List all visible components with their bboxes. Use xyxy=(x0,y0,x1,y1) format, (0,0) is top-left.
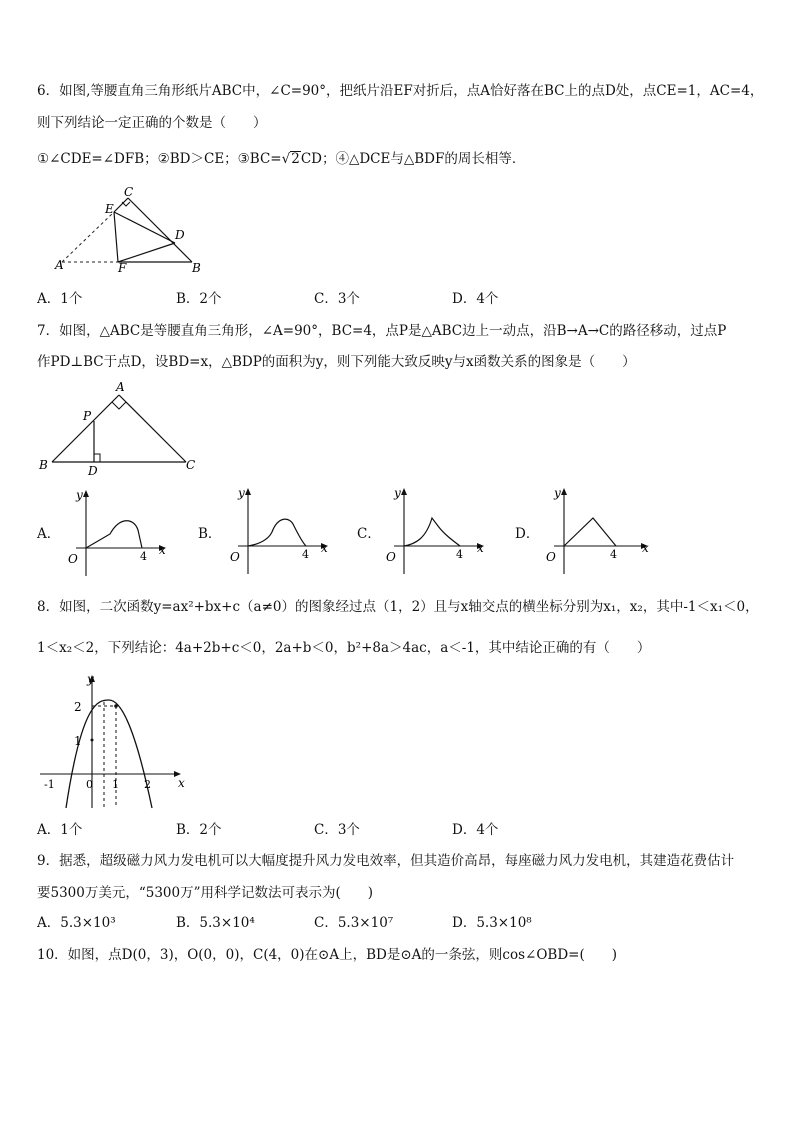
q8-y-label: y xyxy=(87,672,94,686)
q8-option-a: A．1个 xyxy=(37,822,83,838)
q7-option-d-letter: D． xyxy=(515,526,540,542)
q7-b-tick-4: 4 xyxy=(302,548,309,561)
q10-stem: 10．如图，点D(0，3)，O(0，0)，C(4，0)在⊙A上，BD是⊙A的一条弦，则cos∠OBD=( ) xyxy=(37,947,617,963)
q6-stem-line2: 则下列结论一定正确的个数是（ ） xyxy=(37,115,267,131)
q7-graph-c xyxy=(380,486,490,578)
q7-c-y-label: y xyxy=(394,486,401,500)
q7-label-b: B xyxy=(39,458,48,472)
q8-tick-y-2: 2 xyxy=(74,700,82,714)
q8-option-c: C．3个 xyxy=(314,822,360,838)
q7-a-x-label: x xyxy=(159,543,166,557)
q9-option-b: B．5.3×10⁴ xyxy=(176,915,255,931)
q7-stem-line1: 7．如图，△ABC是等腰直角三角形，∠A=90°，BC=4，点P是△ABC边上一动点，沿B→A→C的路径移动，过点P xyxy=(37,323,727,339)
q6-conditions xyxy=(37,150,525,168)
q6-option-b: B．2个 xyxy=(176,291,222,307)
q7-d-x-label: x xyxy=(642,541,649,555)
q8-tick-y-1: 1 xyxy=(74,734,82,748)
q7-c-x-label: x xyxy=(477,541,484,555)
q7-c-tick-4: 4 xyxy=(456,548,463,561)
q8-tick-x-1: 1 xyxy=(112,778,119,791)
q7-option-c-letter: C． xyxy=(357,526,381,542)
q7-option-a-letter: A． xyxy=(37,526,61,542)
q6-figure xyxy=(50,186,210,276)
q7-label-p: P xyxy=(83,409,92,423)
q6-label-d: D xyxy=(175,228,185,242)
q8-parabola-figure xyxy=(36,672,196,812)
q9-option-d: D．5.3×10⁸ xyxy=(452,915,532,931)
q8-stem-line1: 8．如图，二次函数y=ax²+bx+c（a≠0）的图象经过点（1，2）且与x轴交点的横坐标分别为x₁，x₂，其中-1＜x₁＜0， xyxy=(37,599,759,615)
q7-c-origin: O xyxy=(386,550,396,564)
q6-label-e: E xyxy=(105,202,114,216)
q7-d-y-label: y xyxy=(554,486,561,500)
q7-stem-line2: 作PD⊥BC于点D，设BD=x，△BDP的面积为y，则下列能大致反映y与x函数关系的图象是（ ） xyxy=(37,354,636,370)
q8-tick-x-0: 0 xyxy=(86,778,93,791)
q8-x-label: x xyxy=(178,776,185,790)
q7-a-tick-4: 4 xyxy=(140,550,147,563)
q8-tick-x-neg1: -1 xyxy=(44,778,55,791)
q8-option-d: D．4个 xyxy=(452,822,499,838)
q9-option-c: C．5.3×10⁷ xyxy=(314,915,394,931)
q6-sqrt-radicand: 2 xyxy=(291,151,300,167)
q7-d-origin: O xyxy=(546,550,556,564)
q6-option-a: A．1个 xyxy=(37,291,83,307)
q7-d-tick-4: 4 xyxy=(610,548,617,561)
q7-b-y-label: y xyxy=(238,486,245,500)
q6-option-c: C．3个 xyxy=(314,291,360,307)
q7-a-origin: O xyxy=(68,552,78,566)
q7-graph-d xyxy=(540,486,655,578)
q7-graph-a xyxy=(62,488,172,580)
q6-label-a: A xyxy=(55,258,64,272)
q7-figure xyxy=(36,380,206,478)
q7-label-a: A xyxy=(116,380,125,394)
q6-stem-line1: 6．如图,等腰直角三角形纸片ABC中，∠C=90°，把纸片沿EF对折后，点A恰好落在BC上的点D处，点CE=1，AC=4， xyxy=(37,83,764,99)
q6-label-c: C xyxy=(124,185,134,199)
q6-conditions-part1: ①∠CDE=∠DFB；②BD＞CE；③BC= xyxy=(37,151,282,167)
q7-a-y-label: y xyxy=(76,488,83,502)
q8-tick-x-2: 2 xyxy=(144,778,151,791)
q7-label-c: C xyxy=(186,458,196,472)
q7-label-d: D xyxy=(88,464,98,478)
q7-b-x-label: x xyxy=(321,541,328,555)
q7-b-origin: O xyxy=(230,550,240,564)
q6-label-f: F xyxy=(118,261,127,275)
q7-option-b-letter: B． xyxy=(198,526,222,542)
q6-label-b: B xyxy=(192,261,201,275)
q9-stem-line1: 9．据悉，超级磁力风力发电机可以大幅度提升风力发电效率，但其造价高昂，每座磁力风力发电机，其建造花费估计 xyxy=(37,853,735,869)
q9-stem-line2: 要5300万美元，“5300万”用科学记数法可表示为( ) xyxy=(37,885,374,901)
q6-conditions-part2: CD；④△DCE与△BDF的周长相等． xyxy=(300,151,526,167)
q6-option-d: D．4个 xyxy=(452,291,499,307)
q8-stem-line2: 1＜x₂＜2，下列结论：4a+2b+c＜0，2a+b＜0，b²+8a＞4ac，a＜-1，其中结论正确的有（ ） xyxy=(37,640,651,656)
q9-option-a: A．5.3×10³ xyxy=(37,915,116,931)
sqrt-icon: √ xyxy=(281,151,291,167)
q8-option-b: B．2个 xyxy=(176,822,222,838)
q7-graph-b xyxy=(224,486,334,578)
